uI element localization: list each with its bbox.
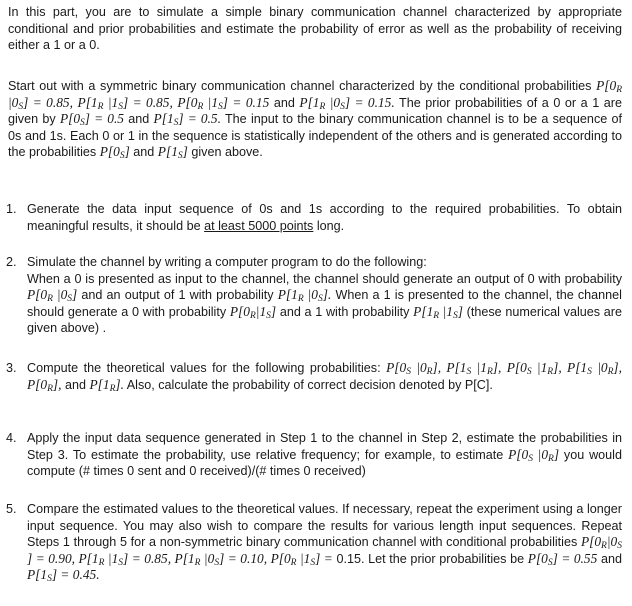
step-text: long. [313, 218, 345, 233]
setup-math-5: $P[0_S] = 0.5$ [59, 111, 124, 129]
step-text: Apply the input data sequence generated in Step 1 to the channel in Step 2, estimate the probabilities in Step 3. To estimate the probability, use relative frequency; for example, to estimate [27, 431, 622, 462]
step-text: Compute the theoretical values for the following probabilities: [27, 361, 387, 375]
setup-text-1: Start out with a symmetric binary communication channel characterized by the conditional probabilities [8, 79, 597, 93]
setup-and-3: and [129, 145, 158, 160]
setup-math-8: $P[1_S]$ [157, 144, 188, 162]
step-body [27, 201, 622, 234]
step-number: 3. [6, 361, 17, 375]
step-number: 1. [6, 202, 17, 216]
setup-text-4: given above. [187, 145, 263, 160]
step-text: 0.15. Let the prior probabilities be [332, 551, 528, 566]
step-math: $P[0_S] = 0.55$ [527, 550, 598, 568]
setup-math-3: $P[0_R$ $|1_S] = 0.15$ [177, 94, 270, 112]
step-math: $P[1_R$ $|1_S$] [413, 303, 463, 321]
step-text: you would compute (# times 0 sent and 0 received)/(# times 0 received) [27, 447, 622, 479]
underlined-text: at least 5000 points [204, 218, 314, 233]
step-body [27, 501, 622, 584]
step-text: and [61, 377, 90, 392]
setup-text-2: The prior probabilities of a 0 or a 1 are given by [8, 95, 622, 127]
step-body [27, 254, 622, 337]
step-number: 2. [6, 255, 17, 269]
step-math: $P[1_S] = 0.45$. [27, 567, 100, 585]
step-body [27, 430, 622, 480]
setup-math-6: $P[1_S] = 0.5$. [153, 111, 221, 129]
step-text: Simulate the channel by writing a computer program to do the following: [27, 255, 427, 269]
step-math: $P[0_S$ $|0_R$] [508, 446, 560, 464]
setup-math-2: $P[1_R$ $|1_S] = 0.85$, [77, 94, 173, 112]
setup-math-7: $P[0_S]$ [99, 144, 130, 162]
intro-paragraph: In this part, you are to simulate a simple binary communication channel characterized by appropriate conditional and prior probabilities and estimate the probability of error as well as the probability of receiving either a 1 or a 0. [8, 5, 622, 53]
step-math: $P[0_S$ $|0_R$], $P[1_S$ $|1_R$], $P[0_S$ $|1_R$], $P[1_S$ $|0_R$], $P[0_R]$, [27, 360, 622, 394]
step-text: Generate the data input sequence of 0s and 1s according to the required probabilities. To obtain meaningful results, it should be [27, 202, 622, 233]
step-text: and a 1 with probability [276, 304, 414, 319]
setup-math-4: $P[1_R$ $|0_S] = 0.15$. [299, 94, 395, 112]
step-text: and [597, 551, 622, 566]
setup-math-1: $P[0_R$ $|0_S] = 0.85$, [8, 78, 622, 112]
step-text: Compare the estimated values to the theoretical values. If necessary, repeat the experiment using a longer input sequence. You may also wish to compare the results for various length input sequences. Repeat Steps 1 through 5 for a non-symmetric binary communication channel with conditional probabilities [27, 502, 622, 550]
setup-text-3: The input to the binary communication channel is to be a sequence of 0s and 1s. Each 0 or 1 in the sequence is statistically independent of the others and is generated according to the probabilities [8, 112, 623, 160]
step-text: and an output of 1 with probability [77, 288, 278, 303]
setup-paragraph [8, 78, 622, 161]
step-text: Also, calculate the probability of correct decision denoted by P[C]. [123, 377, 493, 392]
step-math: $P[0_R|0_S$ ] = 0.90, $P[1_R$ $|1_S] = 0.85$, $P[1_R$ $|0_S] = 0.10$, $P[0_R$ $|1_S$] = [27, 534, 622, 568]
step-math: $P[1_R]$. [89, 376, 124, 394]
setup-and-2: and [124, 112, 154, 127]
step-text: When a 1 is presented to the channel, the channel should generate a 0 with probability [27, 288, 622, 319]
step-math: $P[1_R$ $|0_S$]. [277, 287, 332, 305]
step-number: 5. [6, 502, 17, 516]
step-math: $P[0_R|1_S]$ [229, 303, 277, 321]
setup-and-1: and [269, 95, 300, 110]
step-number: 4. [6, 431, 17, 445]
step-text: When a 0 is presented as input to the channel, the channel should generate an output of 0 with probability [27, 271, 622, 286]
step-text: (these numerical values are given above) . [27, 304, 622, 336]
step-body [27, 360, 622, 393]
step-math: $P[0_R$ $|0_S$] [27, 287, 78, 305]
